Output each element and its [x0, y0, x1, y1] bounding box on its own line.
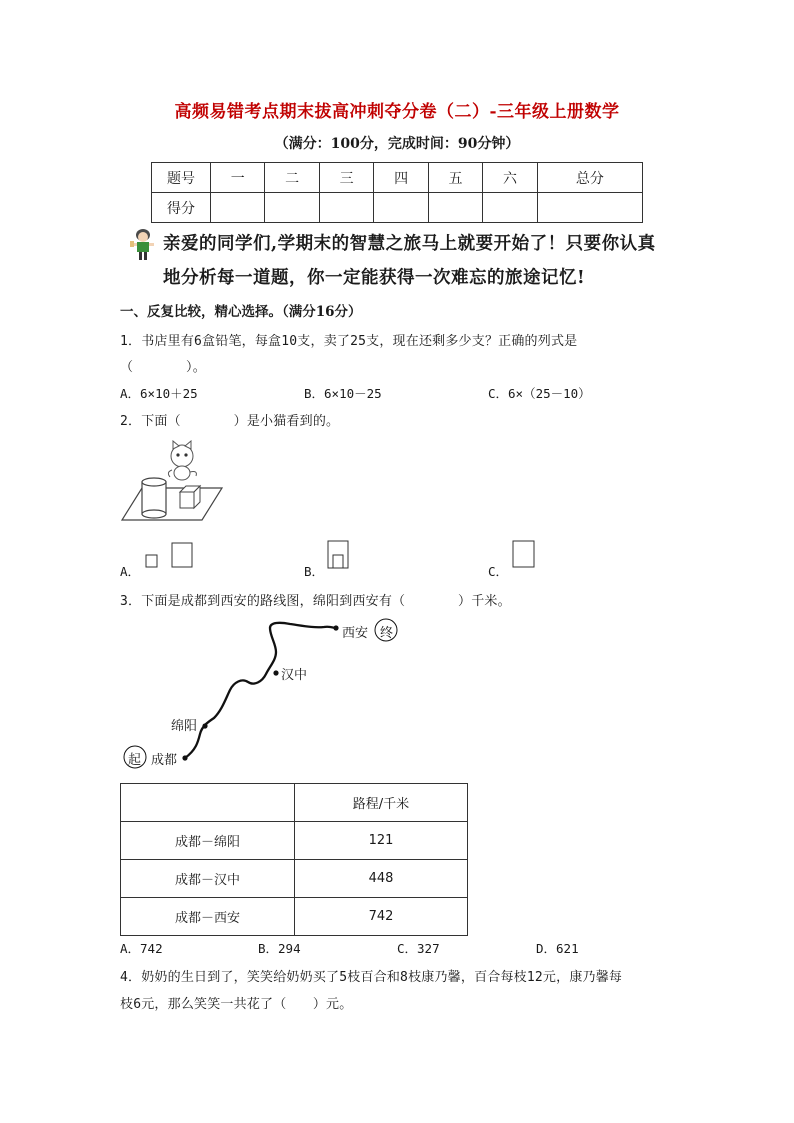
q3-option-a[interactable]: A．742	[120, 941, 163, 956]
score-cell: 五	[428, 163, 482, 193]
distance-table-row	[121, 860, 468, 898]
km-cell: 448	[295, 860, 468, 898]
map-label-hanzhong: 汉中	[281, 668, 308, 683]
distance-table-row	[121, 898, 468, 936]
question-2-text: 2．下面（ ）是小猫看到的。	[120, 414, 340, 429]
score-cell: 三	[319, 163, 373, 193]
distance-header-cell: 路程/千米	[295, 784, 468, 822]
child-illustration	[128, 227, 158, 263]
route-cell: 成都－西安	[121, 898, 295, 936]
score-cell: 得分	[152, 193, 211, 223]
score-input-cell[interactable]	[319, 193, 373, 223]
q2-option-b[interactable]: B．	[304, 564, 325, 579]
distance-table	[120, 783, 468, 936]
score-input-cell[interactable]	[483, 193, 537, 223]
q1-option-a[interactable]: A．6×10＋25	[120, 386, 198, 401]
route-line	[185, 623, 336, 758]
route-cell: 成都－汉中	[121, 860, 295, 898]
intro-line-2: 地分析每一道题，你一定能获得一次难忘的旅途记忆!	[163, 268, 586, 288]
map-label-xian: 西安	[342, 626, 369, 641]
q2-option-a[interactable]: A．	[120, 564, 141, 579]
q2-option-a-figure	[144, 540, 196, 570]
score-cell: 二	[265, 163, 319, 193]
section-heading: 一、反复比较，精心选择。（满分16分）	[120, 304, 362, 320]
q2-option-c[interactable]: C．	[488, 564, 509, 579]
map-label-chengdu: 成都	[151, 753, 178, 768]
score-cell: 四	[374, 163, 428, 193]
q3-option-d[interactable]: D．621	[536, 941, 579, 956]
page-subtitle: （满分：100分，完成时间：90分钟）	[274, 136, 520, 152]
q2-option-b-figure	[326, 538, 352, 570]
route-cell: 成都－绵阳	[121, 822, 295, 860]
question-4-line-1: 4．奶奶的生日到了，笑笑给奶奶买了5枝百合和8枝康乃馨，百合每枝12元，康乃馨每	[120, 970, 623, 985]
distance-table-row	[121, 822, 468, 860]
score-table	[151, 162, 643, 223]
chengdu-dot	[182, 755, 187, 760]
q3-option-b[interactable]: B．294	[258, 941, 301, 956]
score-input-cell[interactable]	[374, 193, 428, 223]
score-input-cell[interactable]	[428, 193, 482, 223]
distance-header-cell	[121, 784, 295, 822]
score-input-cell[interactable]	[211, 193, 265, 223]
question-3-text: 3．下面是成都到西安的路线图，绵阳到西安有（ ）千米。	[120, 594, 511, 609]
map-label-start: 起	[128, 753, 142, 768]
km-cell: 742	[295, 898, 468, 936]
score-input-cell[interactable]	[265, 193, 319, 223]
question-1-line-1: 1．书店里有6盒铅笔，每盒10支，卖了25支，现在还剩多少支？正确的列式是	[120, 334, 578, 349]
q1-option-b[interactable]: B．6×10－25	[304, 386, 382, 401]
score-cell: 题号	[152, 163, 211, 193]
score-cell: 六	[483, 163, 537, 193]
question-1-line-2: （ ）。	[120, 360, 206, 375]
q2-option-c-figure	[510, 538, 538, 570]
score-input-cell[interactable]	[537, 193, 642, 223]
km-cell: 121	[295, 822, 468, 860]
score-table-header-row	[152, 163, 643, 193]
intro-line-1: 亲爱的同学们,学期末的智慧之旅马上就要开始了！只要你认真	[163, 234, 656, 254]
question-4-line-2: 枝6元，那么笑笑一共花了（ ）元。	[120, 997, 353, 1012]
score-cell: 一	[211, 163, 265, 193]
xian-dot	[333, 625, 338, 630]
map-label-mianyang: 绵阳	[171, 719, 198, 734]
q3-option-c[interactable]: C．327	[397, 941, 440, 956]
map-label-end: 终	[380, 626, 394, 641]
hanzhong-dot	[273, 670, 278, 675]
q1-option-c[interactable]: C．6×（25－10）	[488, 386, 591, 401]
score-cell: 总分	[537, 163, 642, 193]
cat-scene-illustration	[118, 440, 228, 524]
page-title: 高频易错考点期末拔高冲刺夺分卷（二）-三年级上册数学	[174, 102, 620, 122]
distance-table-header	[121, 784, 468, 822]
score-table-score-row	[152, 193, 643, 223]
mianyang-dot	[202, 723, 207, 728]
